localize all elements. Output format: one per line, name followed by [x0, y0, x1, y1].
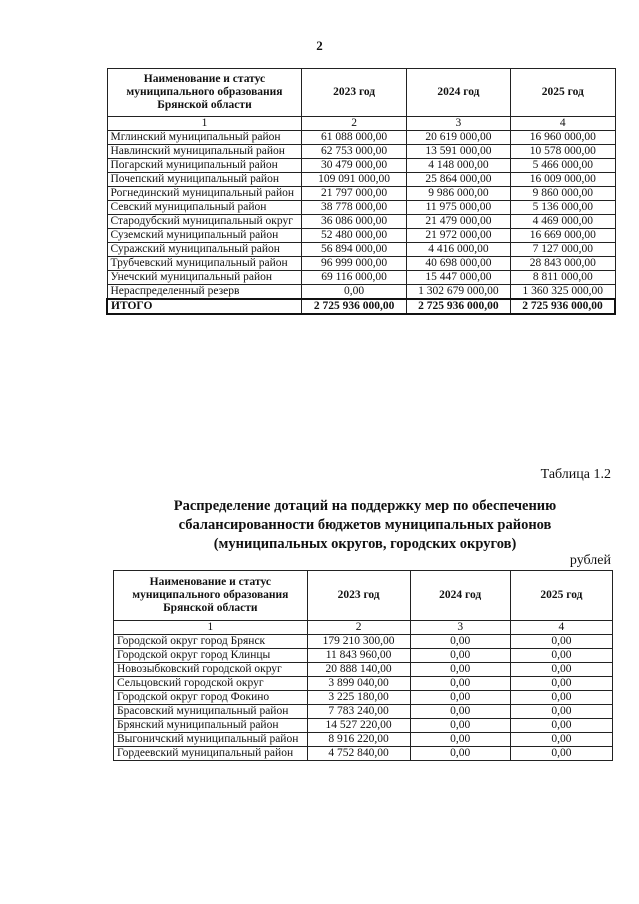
table-title: [110, 497, 620, 554]
header-2023: 2023 год: [307, 571, 410, 621]
table-row: [114, 691, 613, 705]
municipality-name: Брянский муниципальный район: [114, 719, 308, 733]
total-2023: 2 725 936 000,00: [302, 299, 406, 314]
value-2025: 16 669 000,00: [511, 229, 615, 243]
table-row: [114, 635, 613, 649]
value-2023: 38 778 000,00: [302, 201, 406, 215]
total-2025: 2 725 936 000,00: [511, 299, 615, 314]
table-row: [107, 131, 615, 145]
value-2024: 13 591 000,00: [406, 145, 510, 159]
municipality-name: Брасовский муниципальный район: [114, 705, 308, 719]
value-2025: 9 860 000,00: [511, 187, 615, 201]
value-2025: 4 469 000,00: [511, 215, 615, 229]
index-cell: 4: [511, 117, 615, 131]
table-row: [107, 271, 615, 285]
table-row: [107, 285, 615, 300]
municipality-name: Городской округ город Клинцы: [114, 649, 308, 663]
value-2023: 179 210 300,00: [307, 635, 410, 649]
total-2024: 2 725 936 000,00: [406, 299, 510, 314]
value-2023: 56 894 000,00: [302, 243, 406, 257]
municipality-name: Нераспределенный резерв: [107, 285, 302, 300]
value-2025: 10 578 000,00: [511, 145, 615, 159]
index-cell: 4: [510, 621, 612, 635]
municipality-name: Трубчевский муниципальный район: [107, 257, 302, 271]
table-row: [107, 229, 615, 243]
total-row: [107, 299, 615, 314]
total-label: ИТОГО: [107, 299, 302, 314]
value-2025: 0,00: [510, 733, 612, 747]
value-2024: 1 302 679 000,00: [406, 285, 510, 300]
municipality-name: Суземский муниципальный район: [107, 229, 302, 243]
title-line-2: сбалансированности бюджетов муниципальных районов: [178, 517, 552, 533]
value-2023: 8 916 220,00: [307, 733, 410, 747]
value-2024: 4 148 000,00: [406, 159, 510, 173]
value-2024: 0,00: [410, 649, 510, 663]
value-2023: 11 843 960,00: [307, 649, 410, 663]
value-2024: 15 447 000,00: [406, 271, 510, 285]
table-row: [114, 705, 613, 719]
municipality-name: Гордеевский муниципальный район: [114, 747, 308, 761]
value-2024: 4 416 000,00: [406, 243, 510, 257]
header-2025: 2025 год: [510, 571, 612, 621]
value-2023: 52 480 000,00: [302, 229, 406, 243]
value-2024: 21 972 000,00: [406, 229, 510, 243]
value-2025: 0,00: [510, 691, 612, 705]
header-2024: 2024 год: [410, 571, 510, 621]
value-2024: 0,00: [410, 691, 510, 705]
header-2024: 2024 год: [406, 69, 510, 117]
table-row: [114, 663, 613, 677]
header-2023: 2023 год: [302, 69, 406, 117]
title-line-1: Распределение дотаций на поддержку мер по обеспечению: [173, 498, 557, 514]
value-2024: 9 986 000,00: [406, 187, 510, 201]
table-subsidies-continued: [106, 68, 616, 315]
index-cell: 1: [107, 117, 302, 131]
value-2024: 25 864 000,00: [406, 173, 510, 187]
value-2025: 0,00: [510, 677, 612, 691]
index-cell: 3: [406, 117, 510, 131]
value-2023: 4 752 840,00: [307, 747, 410, 761]
page-number: 2: [316, 38, 323, 53]
table-row: [107, 257, 615, 271]
value-2025: 0,00: [510, 635, 612, 649]
municipality-name: Выгоничский муниципальный район: [114, 733, 308, 747]
value-2023: 69 116 000,00: [302, 271, 406, 285]
value-2025: 0,00: [510, 705, 612, 719]
index-cell: 1: [114, 621, 308, 635]
municipality-name: Унечский муниципальный район: [107, 271, 302, 285]
value-2025: 0,00: [510, 663, 612, 677]
municipality-name: Погарский муниципальный район: [107, 159, 302, 173]
value-2023: 36 086 000,00: [302, 215, 406, 229]
value-2025: 28 843 000,00: [511, 257, 615, 271]
value-2025: 0,00: [510, 719, 612, 733]
value-2024: 0,00: [410, 663, 510, 677]
municipality-name: Городской округ город Фокино: [114, 691, 308, 705]
value-2023: 20 888 140,00: [307, 663, 410, 677]
table-row: [107, 145, 615, 159]
header-name: Наименование и статус муниципального образования Брянской области: [107, 69, 302, 117]
municipality-name: Почепский муниципальный район: [107, 173, 302, 187]
municipality-name: Сельцовский городской округ: [114, 677, 308, 691]
table-row: [107, 187, 615, 201]
table-subsidies-balance: [113, 570, 613, 761]
municipality-name: Стародубский муниципальный округ: [107, 215, 302, 229]
value-2024: 21 479 000,00: [406, 215, 510, 229]
municipality-name: Рогнединский муниципальный район: [107, 187, 302, 201]
value-2025: 0,00: [510, 649, 612, 663]
index-cell: 2: [302, 117, 406, 131]
table-row: [107, 159, 615, 173]
value-2023: 61 088 000,00: [302, 131, 406, 145]
value-2025: 1 360 325 000,00: [511, 285, 615, 300]
value-2025: 0,00: [510, 747, 612, 761]
value-2025: 7 127 000,00: [511, 243, 615, 257]
value-2025: 5 136 000,00: [511, 201, 615, 215]
table-row: [114, 719, 613, 733]
value-2023: 7 783 240,00: [307, 705, 410, 719]
value-2023: 0,00: [302, 285, 406, 300]
value-2023: 62 753 000,00: [302, 145, 406, 159]
value-2024: 0,00: [410, 677, 510, 691]
municipality-name: Навлинский муниципальный район: [107, 145, 302, 159]
table-row: [107, 173, 615, 187]
municipality-name: Мглинский муниципальный район: [107, 131, 302, 145]
title-line-3: (муниципальных округов, городских округов): [213, 536, 517, 552]
value-2024: 40 698 000,00: [406, 257, 510, 271]
value-2023: 96 999 000,00: [302, 257, 406, 271]
value-2023: 109 091 000,00: [302, 173, 406, 187]
value-2025: 5 466 000,00: [511, 159, 615, 173]
value-2024: 0,00: [410, 719, 510, 733]
value-2024: 0,00: [410, 635, 510, 649]
value-2024: 0,00: [410, 747, 510, 761]
value-2023: 14 527 220,00: [307, 719, 410, 733]
table-row: [114, 677, 613, 691]
index-cell: 3: [410, 621, 510, 635]
table-row: [107, 201, 615, 215]
value-2023: 3 225 180,00: [307, 691, 410, 705]
header-name: Наименование и статус муниципального образования Брянской области: [114, 571, 308, 621]
table-row: [107, 243, 615, 257]
table-row: [114, 733, 613, 747]
value-2024: 0,00: [410, 733, 510, 747]
municipality-name: Городской округ город Брянск: [114, 635, 308, 649]
value-2023: 21 797 000,00: [302, 187, 406, 201]
table-row: [107, 215, 615, 229]
header-2025: 2025 год: [511, 69, 615, 117]
table-row: [114, 649, 613, 663]
municipality-name: Суражский муниципальный район: [107, 243, 302, 257]
index-cell: 2: [307, 621, 410, 635]
unit-label: рублей: [569, 553, 611, 568]
municipality-name: Новозыбковский городской округ: [114, 663, 308, 677]
municipality-name: Севский муниципальный район: [107, 201, 302, 215]
table-row: [114, 747, 613, 761]
table-label: Таблица 1.2: [540, 467, 611, 482]
value-2025: 16 960 000,00: [511, 131, 615, 145]
value-2025: 16 009 000,00: [511, 173, 615, 187]
value-2023: 30 479 000,00: [302, 159, 406, 173]
value-2025: 8 811 000,00: [511, 271, 615, 285]
value-2024: 11 975 000,00: [406, 201, 510, 215]
value-2024: 0,00: [410, 705, 510, 719]
value-2023: 3 899 040,00: [307, 677, 410, 691]
value-2024: 20 619 000,00: [406, 131, 510, 145]
